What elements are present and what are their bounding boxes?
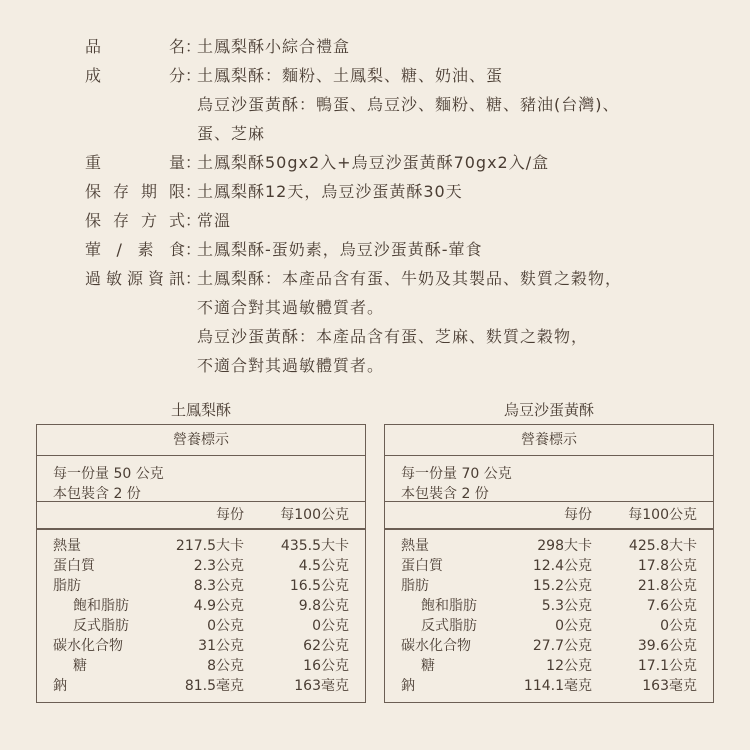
nutrient-name: 反式脂肪 xyxy=(73,618,129,634)
nutrient-row xyxy=(53,656,349,676)
per-100g-value: 9.8公克 xyxy=(298,598,349,614)
nutrient-row xyxy=(401,636,697,656)
per-serving-value: 2.3公克 xyxy=(193,558,244,574)
per-100g-value: 16.5公克 xyxy=(289,578,349,594)
per-serving-value: 12.4公克 xyxy=(532,558,592,574)
nutrient-name: 蛋白質 xyxy=(53,558,95,574)
info-value: 常溫 xyxy=(197,211,232,230)
info-value: 土鳳梨酥：麵粉、土鳳梨、糖、奶油、蛋 xyxy=(197,66,504,85)
info-row xyxy=(85,206,622,235)
serving-size: 每一份量 70 公克 xyxy=(401,466,512,482)
servings-per-package: 本包裝含 2 份 xyxy=(401,486,489,502)
info-row xyxy=(85,293,622,322)
info-label: 重量 xyxy=(85,153,185,172)
nutrient-name: 蛋白質 xyxy=(401,558,443,574)
product-info xyxy=(85,32,622,380)
nutrient-row xyxy=(53,576,349,596)
nutrition-box xyxy=(384,424,714,703)
nutrition-table-yolk xyxy=(384,396,714,703)
nutrient-name: 熱量 xyxy=(401,538,429,554)
per-100g-value: 163毫克 xyxy=(642,678,697,694)
per-serving-value: 27.7公克 xyxy=(532,638,592,654)
per-serving-value: 298大卡 xyxy=(537,538,592,554)
info-row xyxy=(85,61,622,90)
info-value: 土鳳梨酥-蛋奶素，烏豆沙蛋黃酥-葷食 xyxy=(197,240,483,259)
nutrient-name: 鈉 xyxy=(53,678,67,694)
nutrient-name: 糖 xyxy=(73,658,87,674)
nutrient-name: 糖 xyxy=(421,658,435,674)
nutrient-row xyxy=(53,596,349,616)
nutrient-row xyxy=(53,616,349,636)
per-serving-value: 0公克 xyxy=(207,618,244,634)
info-label: 過敏源資訊 xyxy=(85,269,185,288)
per-serving-value: 4.9公克 xyxy=(193,598,244,614)
per-serving-value: 8.3公克 xyxy=(193,578,244,594)
info-row xyxy=(85,90,622,119)
info-colon: ： xyxy=(185,269,203,288)
per-100g-value: 39.6公克 xyxy=(637,638,697,654)
info-row xyxy=(85,148,622,177)
per-100g-value: 435.5大卡 xyxy=(280,538,349,554)
nutrient-name: 脂肪 xyxy=(53,578,81,594)
info-colon xyxy=(185,351,197,380)
info-colon xyxy=(185,322,197,351)
info-value: 烏豆沙蛋黃酥：本產品含有蛋、芝麻、麩質之穀物， xyxy=(197,327,589,346)
per-serving-value: 0公克 xyxy=(555,618,592,634)
nutrient-row xyxy=(53,676,349,696)
nutrient-name: 熱量 xyxy=(53,538,81,554)
per-100g-value: 17.8公克 xyxy=(637,558,697,574)
info-row xyxy=(85,119,622,148)
info-row xyxy=(85,32,622,61)
per-serving-value: 12公克 xyxy=(546,658,592,674)
nutrient-row xyxy=(53,536,349,556)
per-serving-value: 15.2公克 xyxy=(532,578,592,594)
info-value: 土鳳梨酥12天，烏豆沙蛋黃酥30天 xyxy=(197,182,463,201)
info-label xyxy=(85,293,185,322)
nutrient-name: 反式脂肪 xyxy=(421,618,477,634)
info-colon xyxy=(185,90,197,119)
info-value: 蛋、芝麻 xyxy=(197,124,266,143)
per-100g-value: 4.5公克 xyxy=(298,558,349,574)
info-label: 保存方式 xyxy=(85,211,185,230)
info-colon: ： xyxy=(185,153,203,172)
nutrient-name: 鈉 xyxy=(401,678,415,694)
nutrient-row xyxy=(401,616,697,636)
info-label: 成分 xyxy=(85,66,185,85)
nutrition-header: 營養標示 xyxy=(37,425,365,456)
per-serving-value: 217.5大卡 xyxy=(175,538,244,554)
nutrient-name: 飽和脂肪 xyxy=(421,598,477,614)
nutrient-row xyxy=(53,556,349,576)
info-colon: ： xyxy=(185,211,203,230)
col-per-100g: 每100公克 xyxy=(280,507,349,523)
per-100g-value: 21.8公克 xyxy=(637,578,697,594)
nutrient-rows xyxy=(385,530,713,702)
info-row xyxy=(85,235,622,264)
per-serving-value: 31公克 xyxy=(198,638,244,654)
column-headers xyxy=(37,502,365,530)
table-title: 烏豆沙蛋黃酥 xyxy=(503,401,594,419)
info-value: 烏豆沙蛋黃酥：鴨蛋、烏豆沙、麵粉、糖、豬油(台灣)、 xyxy=(197,95,620,114)
nutrient-row xyxy=(401,656,697,676)
info-value: 不適合對其過敏體質者。 xyxy=(197,356,385,375)
table-title: 土鳳梨酥 xyxy=(170,401,231,419)
info-label xyxy=(85,90,185,119)
column-headers xyxy=(385,502,713,530)
per-100g-value: 0公克 xyxy=(312,618,349,634)
per-100g-value: 0公克 xyxy=(660,618,697,634)
info-row xyxy=(85,322,622,351)
per-serving-value: 5.3公克 xyxy=(541,598,592,614)
info-row xyxy=(85,177,622,206)
nutrient-row xyxy=(401,576,697,596)
col-per-serving: 每份 xyxy=(216,507,244,523)
info-colon: ： xyxy=(185,37,203,56)
per-serving-value: 114.1毫克 xyxy=(523,678,592,694)
info-colon xyxy=(185,119,197,148)
info-label: 葷/素食 xyxy=(85,240,185,259)
serving-info xyxy=(37,456,365,502)
info-label xyxy=(85,322,185,351)
info-value: 土鳳梨酥：本產品含有蛋、牛奶及其製品、麩質之穀物， xyxy=(197,269,623,288)
nutrient-name: 碳水化合物 xyxy=(401,638,471,654)
info-colon: ： xyxy=(185,182,203,201)
nutrient-row xyxy=(53,636,349,656)
nutrient-name: 脂肪 xyxy=(401,578,429,594)
info-row xyxy=(85,264,622,293)
servings-per-package: 本包裝含 2 份 xyxy=(53,486,141,502)
per-100g-value: 425.8大卡 xyxy=(628,538,697,554)
per-100g-value: 16公克 xyxy=(303,658,349,674)
info-label: 品名 xyxy=(85,37,185,56)
per-serving-value: 8公克 xyxy=(207,658,244,674)
info-value: 土鳳梨酥50gx2入+烏豆沙蛋黃酥70gx2入/盒 xyxy=(197,153,550,172)
nutrient-row xyxy=(401,536,697,556)
serving-info xyxy=(385,456,713,502)
per-serving-value: 81.5毫克 xyxy=(184,678,244,694)
nutrient-name: 碳水化合物 xyxy=(53,638,123,654)
nutrition-table-pineapple xyxy=(36,396,366,703)
per-100g-value: 163毫克 xyxy=(294,678,349,694)
info-row xyxy=(85,351,622,380)
nutrient-row xyxy=(401,676,697,696)
info-value: 土鳳梨酥小綜合禮盒 xyxy=(197,37,351,56)
info-colon xyxy=(185,293,197,322)
col-per-100g: 每100公克 xyxy=(628,507,697,523)
info-colon: ： xyxy=(185,240,203,259)
per-100g-value: 17.1公克 xyxy=(637,658,697,674)
nutrition-box xyxy=(36,424,366,703)
info-colon: ： xyxy=(185,66,203,85)
col-per-serving: 每份 xyxy=(564,507,592,523)
nutrition-header: 營養標示 xyxy=(385,425,713,456)
info-value: 不適合對其過敏體質者。 xyxy=(197,298,385,317)
serving-size: 每一份量 50 公克 xyxy=(53,466,164,482)
per-100g-value: 62公克 xyxy=(303,638,349,654)
info-label xyxy=(85,119,185,148)
nutrient-row xyxy=(401,596,697,616)
per-100g-value: 7.6公克 xyxy=(646,598,697,614)
nutrient-rows xyxy=(37,530,365,702)
info-label: 保存期限 xyxy=(85,182,185,201)
nutrient-name: 飽和脂肪 xyxy=(73,598,129,614)
info-label xyxy=(85,351,185,380)
nutrient-row xyxy=(401,556,697,576)
